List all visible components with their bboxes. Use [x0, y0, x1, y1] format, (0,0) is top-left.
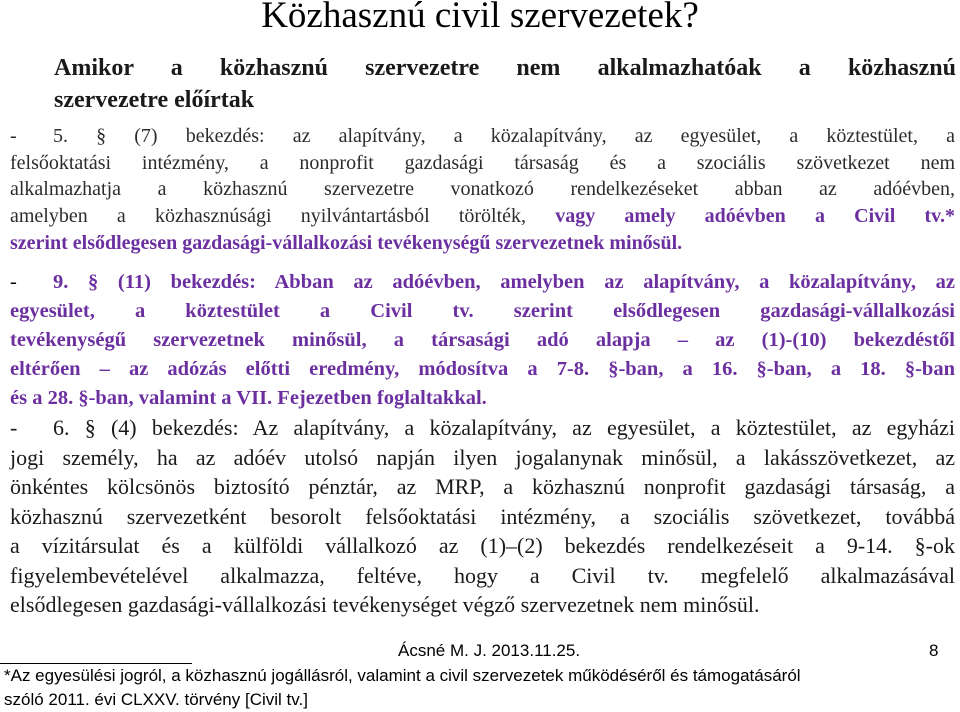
paragraph-line — [10, 203, 955, 230]
list-dash: - — [10, 125, 17, 147]
paragraph-line: tevékenységű szervezetnek minősül, a társasági adó alapja – az (1)-(10) bekezdéstől — [10, 329, 955, 351]
footnote-line: *Az egyesülési jogról, a közhasznú jogállásról, valamint a civil szervezetek működéséről és támogatásáról — [4, 666, 801, 685]
paragraph-line: közhasznú szervezetként besorolt felsőoktatási intézmény, a szociális szövetkezet, továbbá — [10, 503, 955, 529]
paragraph-line: a vízitársulat és a külföldi vállalkozó az (1)–(2) bekezdés rendelkezéseit a 9-14. §-ok — [10, 533, 955, 558]
paragraph-line: elsődlegesen gazdasági-vállalkozási tevékenységet végző szervezetnek nem minősül. — [10, 592, 760, 617]
section-heading-line: Amikor a közhasznú szervezetre nem alkalmazhatóak a közhasznú — [54, 55, 956, 81]
paragraph-line: egyesület, a köztestület a Civil tv. szerint elsődlegesen gazdasági-vállalkozási — [10, 300, 955, 322]
footnote — [4, 664, 960, 712]
emphasis-text: vagy amely adóévben a Civil tv.* — [555, 205, 955, 228]
paragraph-line — [10, 268, 955, 297]
page-number: 8 — [929, 641, 939, 660]
paragraph-line: figyelembevételével alkalmazza, feltéve, hogy a Civil tv. megfelelő alkalmazásával — [10, 562, 955, 588]
paragraph-text: 9. § (11) bekezdés: Abban az adóévben, amelyben az alapítvány, a közalapítvány, az — [53, 271, 955, 293]
paragraph-9-11 — [10, 268, 955, 413]
paragraph-text: 5. § (7) bekezdés: az alapítvány, a közalapítvány, az egyesület, a köztestület, a — [53, 125, 955, 147]
paragraph-line: alkalmazhatja a közhasznú szervezetre vonatkozó rendelkezéseket abban az adóévben, — [10, 178, 955, 201]
paragraph-line: eltérően – az adózás előtti eredmény, módosítva a 7-8. §-ban, a 16. §-ban, a 18. §-ban — [10, 358, 955, 380]
paragraph-line — [10, 123, 955, 150]
footer-author: Ácsné M. J. 2013.11.25. — [398, 641, 581, 660]
paragraph-text: 6. § (4) bekezdés: Az alapítvány, a közalapítvány, az egyesület, a köztestület, az egyházi — [53, 415, 955, 440]
section-heading — [54, 52, 956, 116]
paragraph-line: felsőoktatási intézmény, a nonprofit gazdasági társaság és a szociális szövetkezet nem — [10, 151, 955, 174]
paragraph-line: önkéntes kölcsönös biztosító pénztár, az MRP, a közhasznú nonprofit gazdasági társaság, a — [10, 474, 955, 499]
footnote-line: szóló 2011. évi CLXXV. törvény [Civil tv.] — [4, 690, 308, 709]
paragraph-line: és a 28. §-ban, valamint a VII. Fejezetben foglaltakkal. — [10, 387, 487, 409]
list-dash: - — [10, 271, 17, 293]
section-heading-line: szervezetre előírtak — [54, 87, 255, 113]
paragraph-6-4 — [10, 413, 955, 620]
emphasis-line: szerint elsődlegesen gazdasági-vállalkozási tevékenységű szervezetnek minősül. — [10, 231, 683, 254]
paragraph-text: amelyben a közhasznúsági nyilvántartásból törölték, — [10, 205, 527, 228]
paragraph-5-7 — [10, 123, 955, 257]
page-title: Közhasznú civil szervezetek? — [261, 0, 699, 36]
paragraph-line — [10, 413, 955, 443]
list-dash: - — [10, 415, 18, 440]
paragraph-line: jogi személy, ha az adóév utolsó napján ilyen jogalanynak minősül, a lakásszövetkezet, az — [10, 444, 955, 470]
